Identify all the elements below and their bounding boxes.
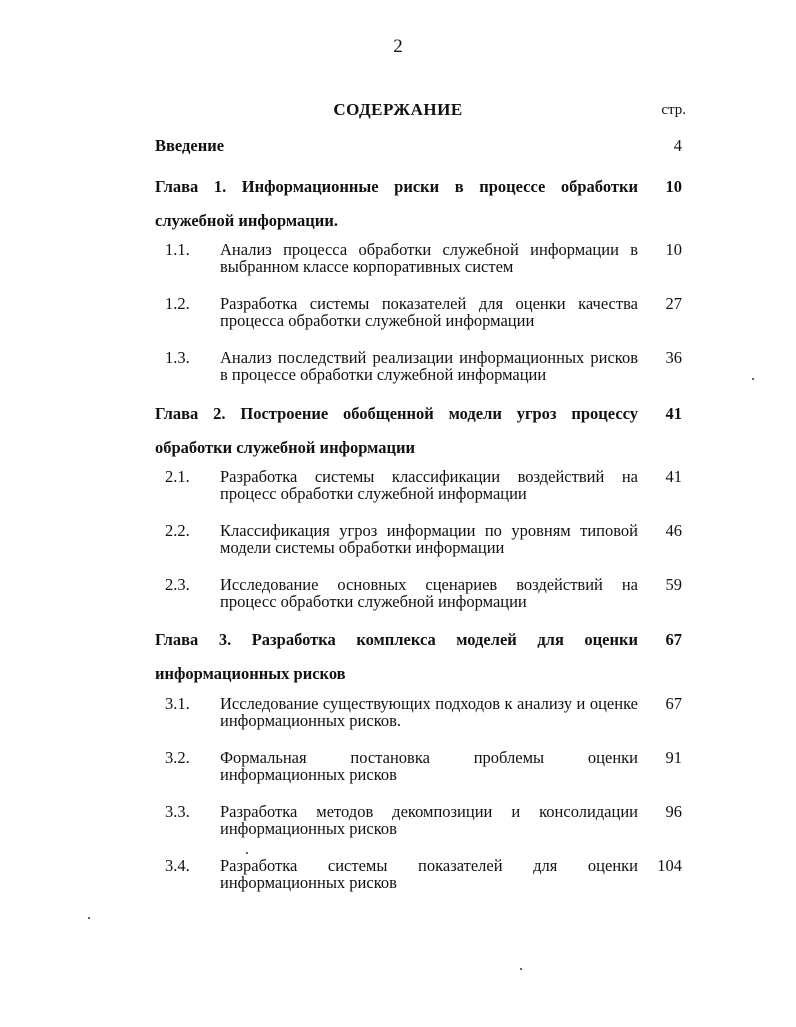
toc-entry-number: 3.1. (165, 694, 190, 713)
toc-entry-text: Классификация угроз информации по уровням типовой модели системы обработки информации (220, 521, 638, 557)
toc-entry-text: Разработка методов декомпозиции и консолидации информационных рисков (220, 802, 638, 838)
toc-entry-page: 59 (665, 575, 682, 594)
toc-entry-text: Разработка системы показателей для оценки качества процесса обработки служебной информации (220, 294, 638, 330)
toc-entry-text: Глава 2. Построение обобщенной модели угроз процессу обработки служебной информации (155, 404, 638, 457)
toc-entry-text: Глава 3. Разработка комплекса моделей для оценки информационных рисков (155, 630, 638, 683)
toc-entry-page: 4 (673, 136, 682, 155)
toc-entry-page: 10 (665, 177, 682, 196)
toc-entry-page: 10 (665, 240, 682, 259)
toc-entry-page: 46 (665, 521, 682, 540)
toc-entry-page: 67 (665, 630, 682, 649)
toc-entry-number: 1.2. (165, 294, 190, 313)
toc-entry-number: 3.3. (165, 802, 190, 821)
toc-entry-text: Исследование существующих подходов к анализу и оценке информационных рисков. (220, 694, 638, 730)
scan-speck (88, 917, 90, 919)
toc-entry-page: 104 (657, 856, 682, 875)
toc-entry-number: 3.2. (165, 748, 190, 767)
toc-entry-page: 91 (665, 748, 682, 767)
scan-speck (520, 968, 522, 970)
toc-entry-page: 41 (665, 404, 682, 423)
toc-entry-page: 96 (665, 802, 682, 821)
toc-entry-text: Исследование основных сценариев воздействий на процесс обработки служебной информации (220, 575, 638, 611)
toc-entry-page: 36 (665, 348, 682, 367)
toc-entry-number: 1.1. (165, 240, 190, 259)
scan-speck (752, 378, 754, 380)
page-title: СОДЕРЖАНИЕ (333, 100, 463, 119)
page-column-header: стр. (661, 102, 686, 118)
toc-entry-text: Анализ последствий реализации информационных рисков в процессе обработки служебной информации (220, 348, 638, 384)
toc-entry-number: 2.2. (165, 521, 190, 540)
toc-entry-text: Введение (155, 136, 225, 155)
toc-entry-text: Анализ процесса обработки служебной информации в выбранном классе корпоративных систем (220, 240, 638, 276)
toc-entry-number: 1.3. (165, 348, 190, 367)
toc-entry-text: Формальная постановка проблемы оценки информационных рисков (220, 748, 638, 784)
toc-entry-number: 3.4. (165, 856, 190, 875)
toc-entry-text: Разработка системы показателей для оценки информационных рисков (220, 856, 638, 892)
toc-entry-text: Разработка системы классификации воздействий на процесс обработки служебной информации (220, 467, 638, 503)
toc-entry-page: 67 (665, 694, 682, 713)
toc-entry-text: Глава 1. Информационные риски в процессе обработки служебной информации. (155, 177, 638, 230)
toc-entry-number: 2.3. (165, 575, 190, 594)
toc-entry-page: 27 (665, 294, 682, 313)
toc-entry-page: 41 (665, 467, 682, 486)
toc-entry-number: 2.1. (165, 467, 190, 486)
page-number: 2 (393, 36, 403, 57)
scan-speck (246, 852, 248, 854)
